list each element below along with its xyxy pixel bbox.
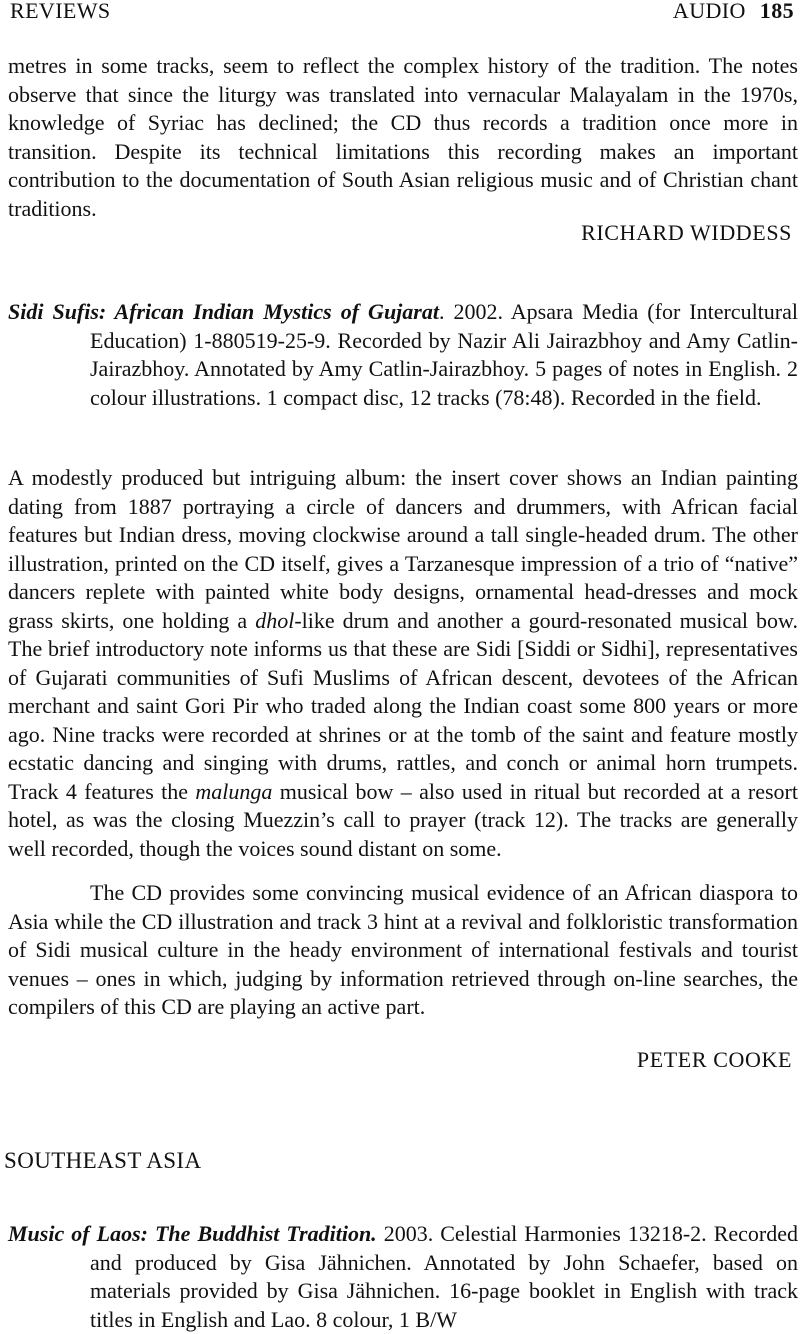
- running-header: [0, 0, 800, 26]
- header-right: [673, 0, 794, 26]
- section-heading-southeast-asia: SOUTHEAST ASIA: [4, 1148, 202, 1173]
- citation-details-music-of-laos: 2003. Celestial Harmonies 13218-2. Recorded and produced by Gisa Jähnichen. Annotated by John Schaefer, based on materials provided by Gisa Jähnichen. 16-page booklet in English with track titles in English and Lao. 8 colour, 1 B/W: [90, 1221, 798, 1332]
- album-title-music-of-laos: Music of Laos: The Buddhist Tradition.: [8, 1221, 377, 1246]
- album-title-sidi-sufis: Sidi Sufis: African Indian Mystics of Gujarat: [8, 299, 439, 324]
- review-paragraph-1-part-b: -like drum and another a gourd-resonated musical bow. The brief introductory note informs us that these are Sidi [Siddi or Sidhi], representatives of Gujarati communities of Sufi Muslims of African descent, devotees of the African merchant and saint Gori Pir who traded along the Indian coast some 800 years or more ago. Nine tracks were recorded at shrines or at the tomb of the saint and feature mostly ecstatic dancing and singing with drums, rattles, and conch or animal horn trumpets. Track 4 features the: [8, 607, 798, 804]
- review-paragraph-2-text: The CD provides some convincing musical evidence of an African diaspora to Asia while the CD illustration and track 3 hint at a revival and folkloristic transformation of Sidi musical culture in the heady environment of international festivals and tourist venues – ones in which, judging by information retrieved through on-line searches, the compilers of this CD are playing an active part.: [8, 880, 798, 1019]
- reviewer-signature-cooke: PETER COOKE: [636, 1047, 792, 1072]
- header-category: AUDIO: [672, 0, 746, 23]
- term-malunga: malunga: [195, 778, 273, 804]
- continued-review-text: metres in some tracks, seem to reflect the complex history of the tradition. The notes observe that since the liturgy was translated into vernacular Malayalam in the 1970s, knowledge of Syriac has declined; the CD thus records a tradition once more in transition. Despite its technical limitations this recording makes an important contribution to the documentation of South Asian religious music and of Christian chant traditions.: [8, 53, 798, 221]
- citation-details-sidi-sufis: . 2002. Apsara Media (for Intercultural Education) 1-880519-25-9. Recorded by Nazir Ali Jairazbhoy and Amy Catlin-Jairazbhoy. Annotated by Amy Catlin-Jairazbhoy. 5 pages of notes in English. 2 colour illustrations. 1 compact disc, 12 tracks (78:48). Recorded in the field.: [90, 299, 798, 410]
- review-paragraph-1-part-c: musical bow – also used in ritual but recorded at a resort hotel, as was the closing Muezzin’s call to prayer (track 12). The tracks are generally well recorded, though the voices sound distant on some.: [8, 778, 798, 861]
- review-paragraph-1: [8, 464, 798, 863]
- continued-review-paragraph: [8, 52, 798, 223]
- review-citation-music-of-laos: [8, 1220, 798, 1334]
- review-citation-sidi-sufis: [8, 298, 798, 412]
- review-paragraph-1-part-a: A modestly produced but intriguing album: the insert cover shows an Indian painting dating from 1887 portraying a circle of dancers and drummers, with African facial features but Indian dress, moving clockwise around a tall single-headed drum. The other illustration, printed on the CD itself, gives a Tarzanesque impression of a trio of “native” dancers replete with painted white body designs, ornamental head-dresses and mock grass skirts, one holding a: [8, 465, 798, 633]
- review-paragraph-2: [8, 879, 798, 1022]
- reviewer-signature-widdess: RICHARD WIDDESS: [581, 220, 792, 245]
- page-number: 185: [759, 0, 794, 23]
- term-dhol: dhol: [255, 607, 295, 633]
- header-section: REVIEWS: [10, 0, 111, 23]
